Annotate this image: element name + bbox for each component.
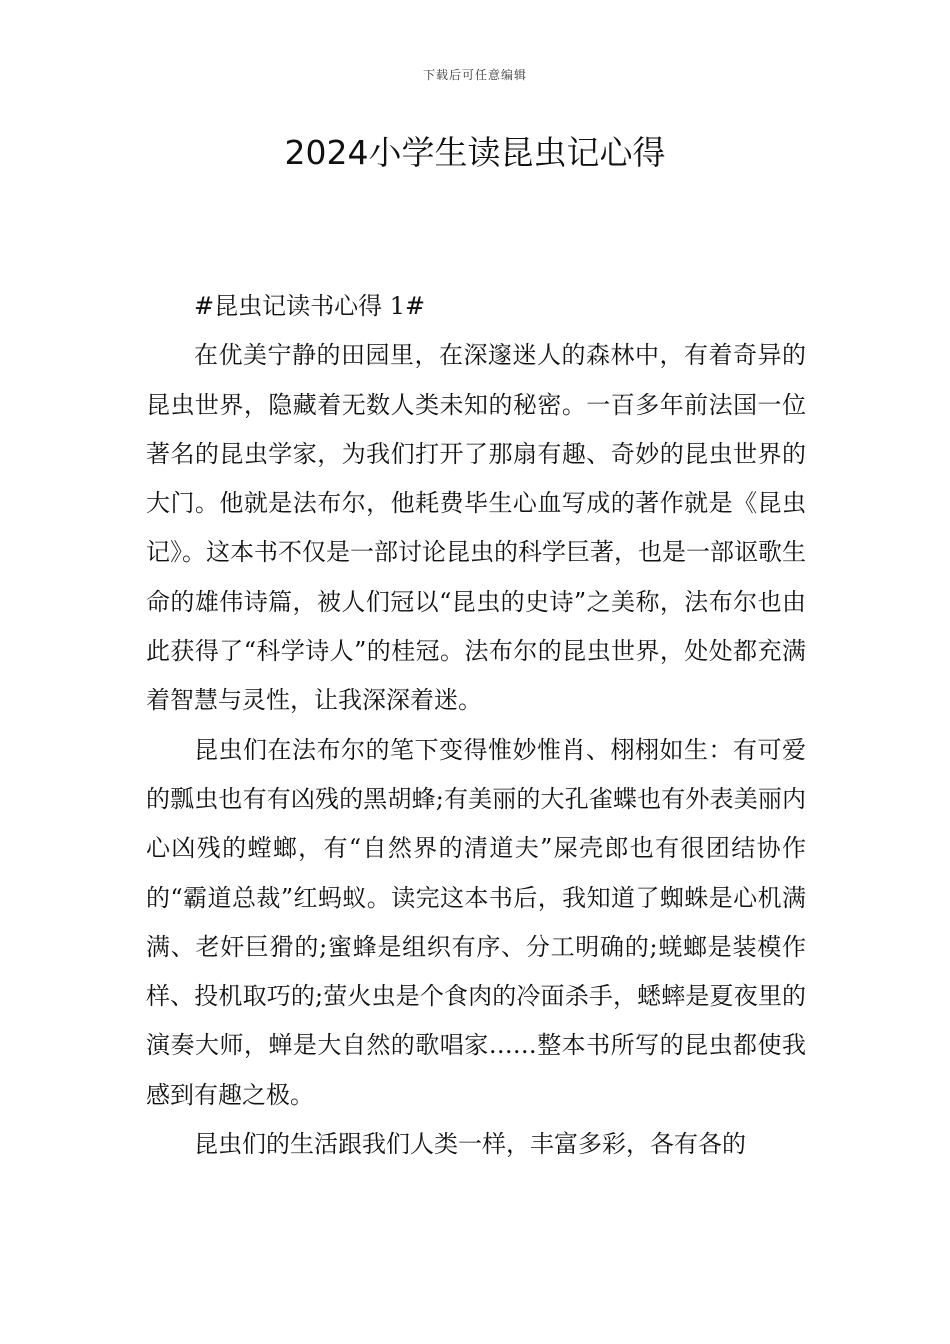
- paragraph-3: 昆虫们的生活跟我们人类一样，丰富多彩，各有各的: [194, 1130, 746, 1159]
- document-body: [146, 282, 806, 1169]
- paragraph-1: 在优美宁静的田园里，在深邃迷人的森林中，有着奇异的昆虫世界，隐藏着无数人类未知的秘密。一百多年前法国一位著名的昆虫学家，为我们打开了那扇有趣、奇妙的昆虫世界的大门。他就是法布尔，他耗费毕生心血写成的著作就是《昆虫记》。这本书不仅是一部讨论昆虫的科学巨著，也是一部讴歌生命的雄伟诗篇，被人们冠以“昆虫的史诗”之美称，法布尔也由此获得了“科学诗人”的桂冠。法布尔的昆虫世界，处处都充满着智慧与灵性，让我深深着迷。: [146, 341, 806, 715]
- paragraph-2: 昆虫们在法布尔的笔下变得惟妙惟肖、栩栩如生：有可爱的瓢虫也有有凶残的黑胡蜂;有美丽的大孔雀蝶也有外表美丽内心凶残的螳螂，有“自然界的清道夫”屎壳郎也有很团结协作的“霸道总裁”红蚂蚁。读完这本书后，我知道了蜘蛛是心机满满、老奸巨猾的;蜜蜂是组织有序、分工明确的;蜣螂是装模作样、投机取巧的;萤火虫是个食肉的冷面杀手，蟋蟀是夏夜里的演奏大师，蝉是大自然的歌唱家……整本书所写的昆虫都使我感到有趣之极。: [146, 735, 806, 1109]
- section-heading: #昆虫记读书心得 1#: [194, 292, 426, 320]
- page-title: 2024小学生读昆虫记心得: [284, 133, 666, 172]
- header-note: 下载后可任意编辑: [422, 68, 527, 82]
